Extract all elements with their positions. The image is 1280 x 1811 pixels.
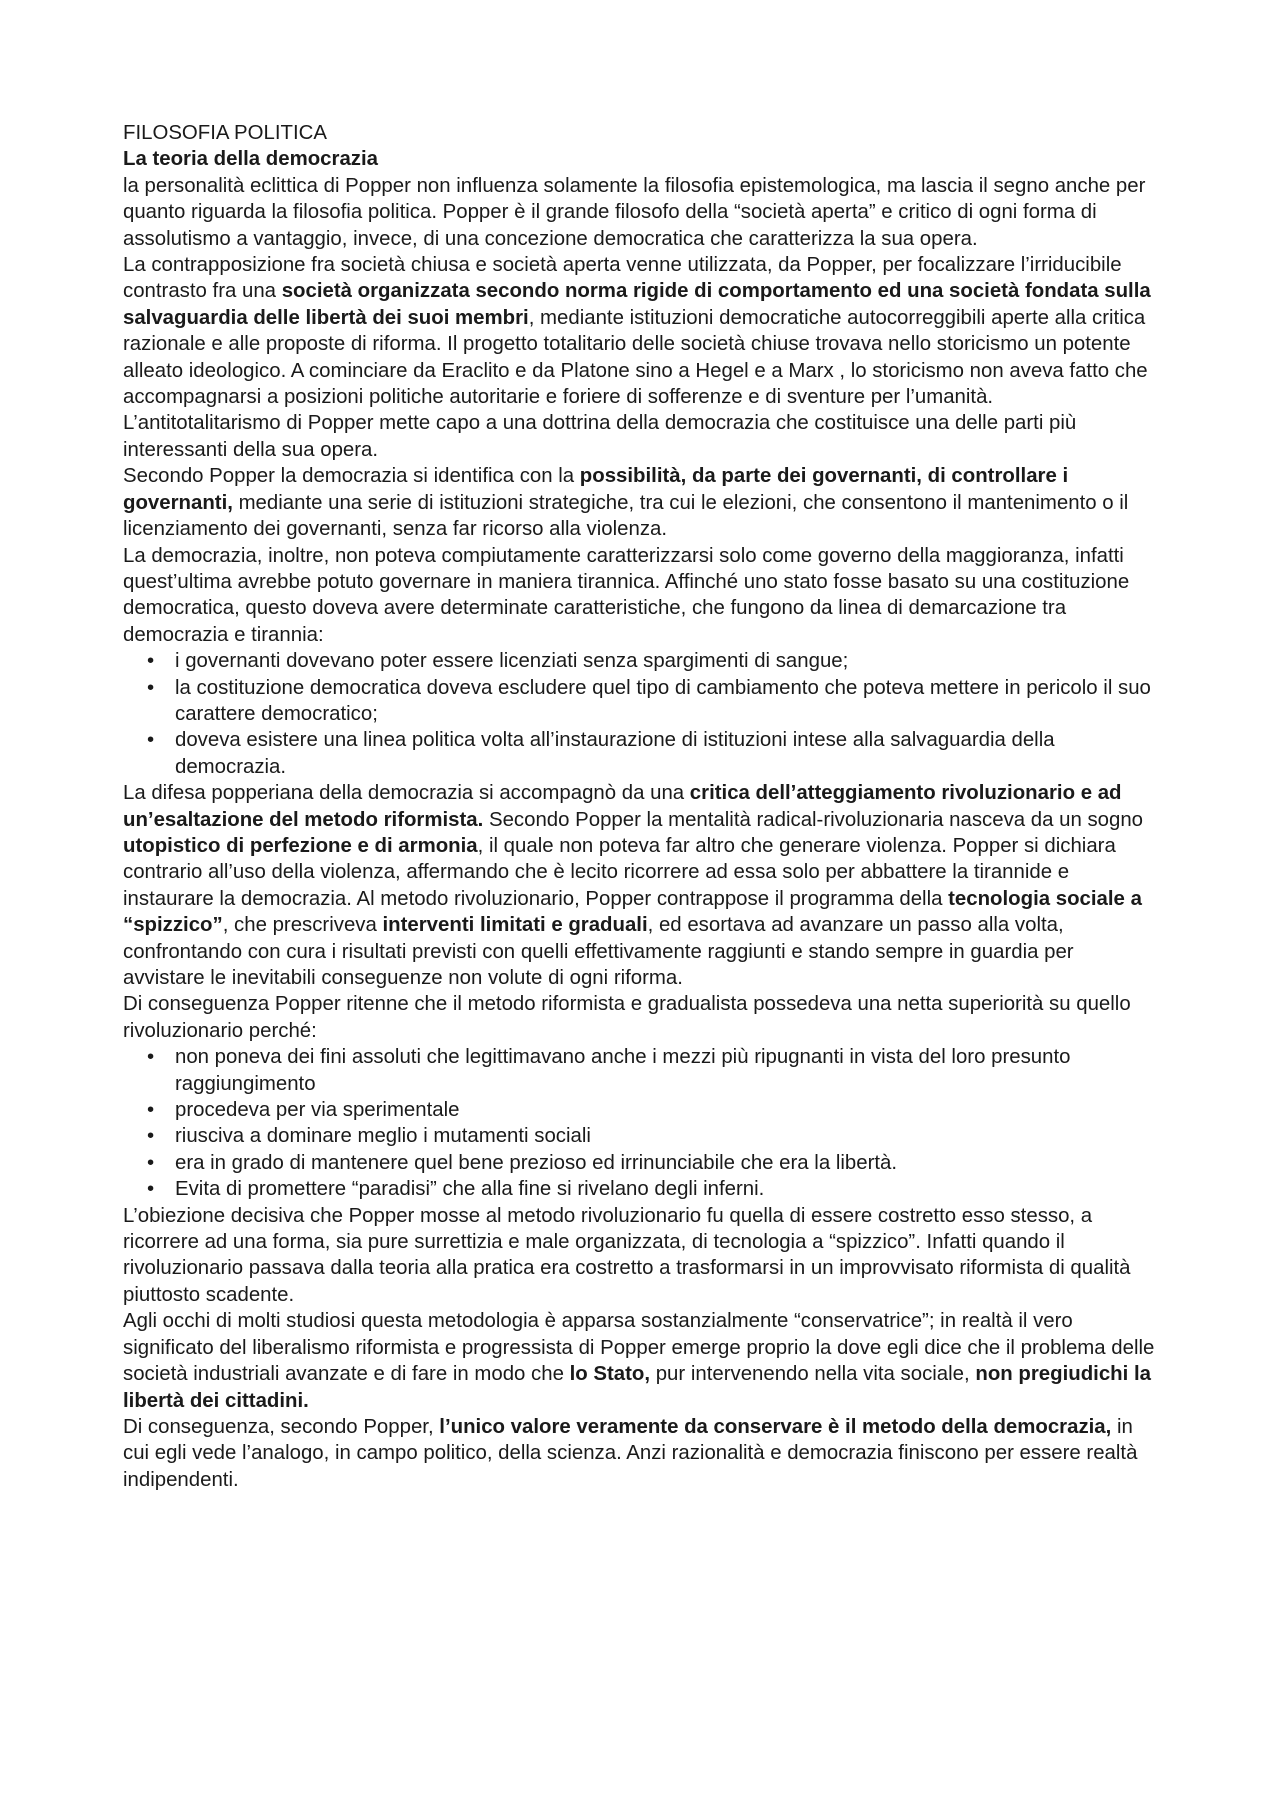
list-item [123,1176,1155,1202]
paragraph [123,1414,1155,1493]
text-run: , che prescriveva [222,914,383,937]
bold-text: società organizzata secondo norma rigide di comportamento ed una società fondata sulla salvaguardia delle libertà dei suoi membri [123,280,1151,329]
list-item [123,1123,1155,1149]
bullet-list [123,648,1155,780]
list-item-text: Evita di promettere “paradisi” che alla fine si rivelano degli inferni. [175,1178,765,1201]
text-run: , il quale non poteva far altro che generare violenza. Popper si dichiara contrario all’uso della violenza, affermando che è lecito ricorrere ad essa solo per abbattere la tirannide e instaurare la democrazia. Al metodo rivoluzionario, Popper contrappose il programma della [123,834,1116,910]
document-body [123,173,1155,1493]
bullet-icon: • [147,1125,155,1148]
document-title: FILOSOFIA POLITICA [123,122,327,144]
text-run: , ed esortava ad avanzare un passo alla volta, confrontando con cura i risultati previsti con quelli effettivamente raggiunti e stando sempre in guardia per avvistare le inevitabili conseguenze non volute di ogni riforma. [123,914,1074,989]
text-run: mediante una serie di istituzioni strategiche, tra cui le elezioni, che consentono il mantenimento o il licenziamento dei governanti, senza far ricorso alla violenza. [123,491,1129,541]
bold-text: l’unico valore veramente da conservare è il metodo della democrazia, [439,1415,1112,1438]
paragraph [123,991,1155,1044]
text-run: Di conseguenza Popper ritenne che il metodo riformista e gradualista possedeva una netta superiorità su quello rivoluzionario perché: [123,993,1131,1042]
paragraph [123,543,1155,649]
bullet-icon: • [147,1151,155,1174]
list-item [123,1150,1155,1176]
list-item [123,1044,1155,1097]
text-run: pur intervenendo nella vita sociale, [650,1363,976,1386]
bullet-list [123,1044,1155,1202]
text-run: Di conseguenza, secondo Popper, [123,1415,440,1438]
list-item [123,1097,1155,1123]
list-item-text: procedeva per via sperimentale [175,1099,460,1122]
list-item-text: riusciva a dominare meglio i mutamenti sociali [175,1125,591,1148]
bold-text: non pregiudichi la libertà dei cittadini. [123,1363,1151,1412]
text-run: La contrapposizione fra società chiusa e società aperta venne utilizzata, da Popper, per focalizzare l’irriducibile contrasto fra una [123,254,1122,303]
paragraph [123,463,1155,542]
text-run: la personalità eclittica di Popper non influenza solamente la filosofia epistemologica, ma lascia il segno anche per quanto riguarda la filosofia politica. Popper è il grande filosofo della “società aperta” e critico di ogni forma di assolutismo a vantaggio, invece, di una concezione democratica che caratterizza la sua opera. [123,174,1146,250]
document-page [123,120,1155,1493]
bold-text: possibilità, da parte dei governanti, di controllare i governanti, [123,465,1069,514]
paragraph [123,1308,1155,1414]
list-item-text: i governanti dovevano poter essere licenziati senza spargimenti di sangue; [175,650,849,673]
paragraph [123,173,1155,252]
bold-text: interventi limitati e graduali [382,914,648,937]
bullet-icon: • [147,1046,155,1069]
paragraph [123,1203,1155,1309]
text-run: L’antitotalitarismo di Popper mette capo a una dottrina della democrazia che costituisce una delle parti più interessanti della sua opera. [123,412,1077,461]
bullet-icon: • [147,650,155,673]
bullet-icon: • [147,676,155,699]
text-run: , mediante istituzioni democratiche autocorreggibili aperte alla critica razionale e alle proposte di riforma. Il progetto totalitario delle società chiuse trovava nello storicismo un potente alleato ideologico. A cominciare da Eraclito e da Platone sino a Hegel e a Marx , lo storicismo non aveva fatto che accompagnarsi a posizioni politiche autoritarie e foriere di sofferenze e di sventure per l’umanità. [123,306,1148,409]
bullet-icon: • [147,729,155,752]
list-item-text: la costituzione democratica doveva escludere quel tipo di cambiamento che poteva mettere in pericolo il suo carattere democratico; [175,676,1151,725]
list-item-text: doveva esistere una linea politica volta all’instaurazione di istituzioni intese alla salvaguardia della democrazia. [175,729,1055,778]
text-run: in cui egli vede l’analogo, in campo politico, della scienza. Anzi razionalità e democrazia finiscono per essere realtà indipendenti. [123,1415,1138,1491]
text-run: Secondo Popper la mentalità radical-rivoluzionaria nasceva da un sogno [483,808,1144,831]
paragraph [123,780,1155,991]
text-run: La democrazia, inoltre, non poteva compiutamente caratterizzarsi solo come governo della maggioranza, infatti quest’ultima avrebbe potuto governare in maniera tirannica. Affinché uno stato fosse basato su una costituzione democratica, questo doveva avere determinate caratteristiche, che fungono da linea di demarcazione tra democrazia e tirannia: [123,544,1130,646]
list-item [123,727,1155,780]
paragraph [123,252,1155,410]
bullet-icon: • [147,1099,155,1122]
bullet-icon: • [147,1178,155,1201]
list-item-text: era in grado di mantenere quel bene prezioso ed irrinunciabile che era la libertà. [175,1151,898,1174]
text-run: La difesa popperiana della democrazia si accompagnò da una [123,782,690,805]
section-heading: La teoria della democrazia [123,148,378,171]
text-run: Secondo Popper la democrazia si identifica con la [123,465,580,488]
text-run: L’obiezione decisiva che Popper mosse al metodo rivoluzionario fu quella di essere costretto esso stesso, a ricorrere ad una forma, sia pure surrettizia e male organizzata, di tecnologia a “spizzico”. Infatti quando il rivoluzionario passava dalla teoria alla pratica era costretto a trasformarsi in un improvvisato riformista di qualità piuttosto scadente. [123,1204,1131,1306]
bold-text: critica dell’atteggiamento rivoluzionario e ad un’esaltazione del metodo riformista. [123,782,1122,831]
bold-text: utopistico di perfezione e di armonia [123,834,478,857]
list-item-text: non poneva dei fini assoluti che legittimavano anche i mezzi più ripugnanti in vista del loro presunto raggiungimento [175,1046,1071,1095]
paragraph [123,410,1155,463]
bold-text: tecnologia sociale a “spizzico” [123,887,1142,937]
list-item [123,648,1155,674]
bold-text: lo Stato, [569,1363,651,1386]
list-item [123,675,1155,728]
text-run: Agli occhi di molti studiosi questa metodologia è apparsa sostanzialmente “conservatrice”; in realtà il vero significato del liberalismo riformista e progressista di Popper emerge proprio la dove egli dice che il problema delle società industriali avanzate e di fare in modo che [123,1310,1155,1386]
